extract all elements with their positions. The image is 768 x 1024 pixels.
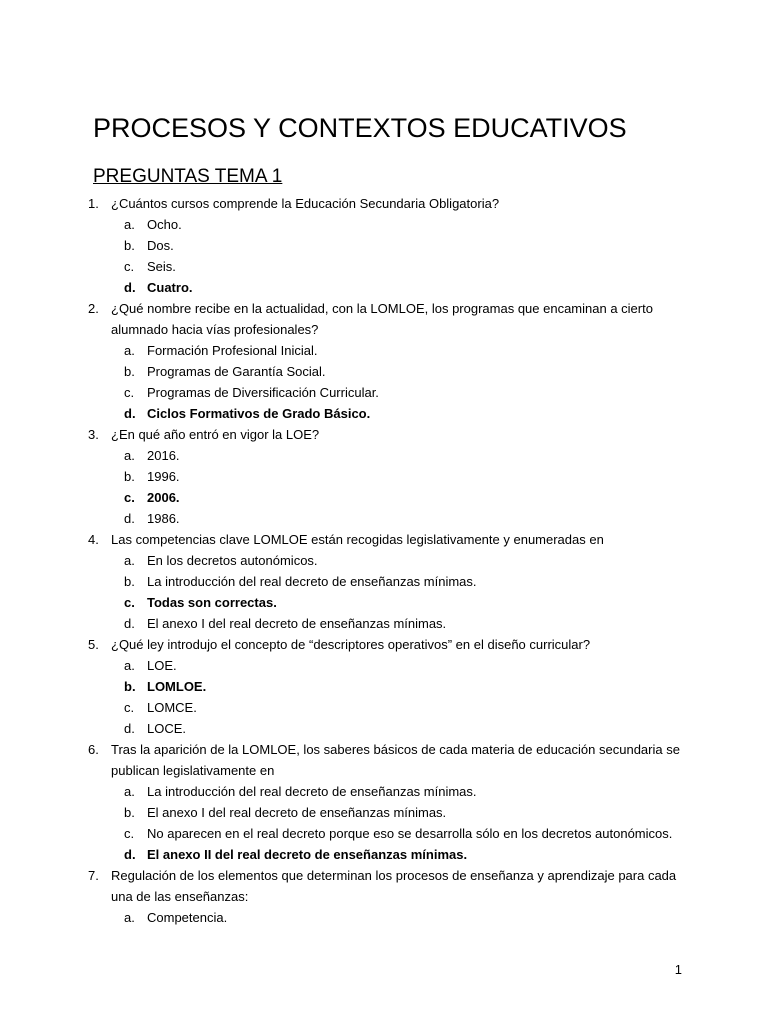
question-item [0,529,768,634]
option-letter: a. [124,217,135,232]
question-text: Las competencias clave LOMLOE están recogidas legislativamente y enumeradas en [111,532,604,547]
option-letter: d. [124,721,135,736]
answer-option [0,256,768,277]
answer-option [0,445,768,466]
answer-option [0,907,768,928]
question-number: 4. [88,532,99,547]
answer-option-correct [0,676,768,697]
answer-options [0,445,768,529]
question-text: ¿Cuántos cursos comprende la Educación Secundaria Obligatoria? [111,196,500,211]
option-letter: c. [124,826,135,841]
option-text: El anexo I del real decreto de enseñanzas mínimas. [147,616,447,631]
option-text: El anexo I del real decreto de enseñanzas mínimas. [147,805,447,820]
answer-options [0,340,768,424]
option-text: La introducción del real decreto de enseñanzas mínimas. [147,784,477,799]
question-number: 2. [88,301,99,316]
option-letter: a. [124,448,135,463]
option-text: En los decretos autonómicos. [147,553,318,568]
answer-option-correct [0,403,768,424]
question-text: ¿Qué nombre recibe en la actualidad, con la LOMLOE, los programas que encaminan a cierto alumnado hacia vías profesionales? [111,301,653,337]
option-letter: d. [124,847,136,862]
option-text: 2016. [147,448,180,463]
option-text: Cuatro. [147,280,193,295]
question-item [0,865,768,928]
option-text: El anexo II del real decreto de enseñanzas mínimas. [147,847,468,862]
option-text: 2006. [147,490,180,505]
option-letter: a. [124,910,135,925]
answer-option [0,571,768,592]
answer-option [0,655,768,676]
answer-option-correct [0,592,768,613]
option-letter: b. [124,805,135,820]
question-text: ¿En qué año entró en vigor la LOE? [111,427,320,442]
answer-options [0,655,768,739]
option-text: Dos. [147,238,174,253]
question-text: ¿Qué ley introdujo el concepto de “descriptores operativos” en el diseño curricular? [111,637,591,652]
answer-options [0,907,768,928]
option-text: Competencia. [147,910,228,925]
answer-option [0,613,768,634]
question-number: 1. [88,196,99,211]
option-text: Seis. [147,259,176,274]
option-text: LOE. [147,658,177,673]
option-letter: a. [124,553,135,568]
option-text: LOMLOE. [147,679,207,694]
option-text: 1996. [147,469,180,484]
question-number: 7. [88,868,99,883]
answer-options [0,550,768,634]
answer-option [0,361,768,382]
option-letter: b. [124,238,135,253]
option-letter: b. [124,469,135,484]
question-item [0,298,768,424]
answer-option-correct [0,487,768,508]
option-letter: d. [124,406,136,421]
question-list [0,193,768,928]
option-text: Programas de Diversificación Curricular. [147,385,379,400]
question-number: 3. [88,427,99,442]
option-letter: a. [124,784,135,799]
question-item [0,193,768,298]
answer-option [0,508,768,529]
answer-option [0,823,768,844]
option-text: La introducción del real decreto de enseñanzas mínimas. [147,574,477,589]
option-text: No aparecen en el real decreto porque eso se desarrolla sólo en los decretos autonómicos. [147,826,673,841]
option-letter: c. [124,490,135,505]
answer-options [0,781,768,865]
answer-option-correct [0,844,768,865]
answer-option [0,382,768,403]
option-letter: b. [124,679,136,694]
answer-option [0,781,768,802]
section-subtitle: PREGUNTAS TEMA 1 [93,166,283,187]
option-text: LOCE. [147,721,187,736]
option-letter: c. [124,259,135,274]
answer-option [0,214,768,235]
option-letter: a. [124,343,135,358]
question-text: Regulación de los elementos que determinan los procesos de enseñanza y aprendizaje para cada una de las enseñanzas: [111,868,677,904]
question-item [0,424,768,529]
answer-option [0,340,768,361]
option-text: Formación Profesional Inicial. [147,343,318,358]
answer-option [0,550,768,571]
option-letter: d. [124,511,135,526]
answer-option [0,235,768,256]
option-text: Programas de Garantía Social. [147,364,326,379]
question-text: Tras la aparición de la LOMLOE, los saberes básicos de cada materia de educación secundaria se publican legislativamente en [111,742,680,778]
option-letter: c. [124,700,135,715]
option-letter: b. [124,574,135,589]
page-number: 1 [674,962,682,977]
option-letter: c. [124,385,135,400]
answer-option [0,697,768,718]
option-letter: b. [124,364,135,379]
option-letter: c. [124,595,135,610]
question-item [0,739,768,865]
answer-option-correct [0,277,768,298]
question-number: 6. [88,742,99,757]
answer-option [0,802,768,823]
question-item [0,634,768,739]
answer-option [0,466,768,487]
option-text: Ocho. [147,217,182,232]
question-number: 5. [88,637,99,652]
answer-option [0,718,768,739]
option-text: 1986. [147,511,180,526]
option-letter: d. [124,616,135,631]
option-letter: d. [124,280,136,295]
document-title: PROCESOS Y CONTEXTOS EDUCATIVOS [93,113,627,143]
option-text: Ciclos Formativos de Grado Básico. [147,406,371,421]
answer-options [0,214,768,298]
option-text: Todas son correctas. [147,595,277,610]
option-letter: a. [124,658,135,673]
option-text: LOMCE. [147,700,197,715]
